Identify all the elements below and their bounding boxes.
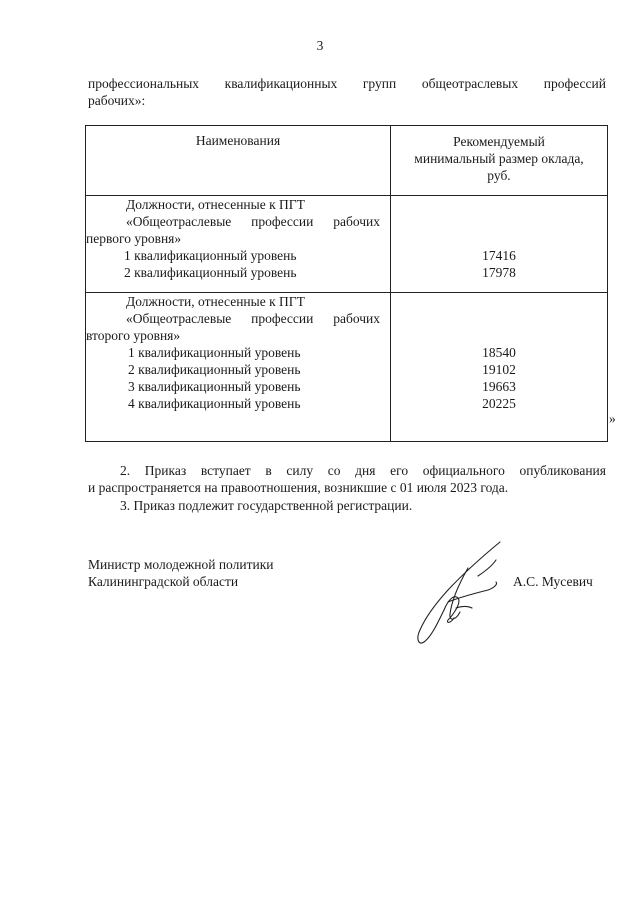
level-label: 3 квалификационный уровень	[128, 379, 301, 394]
header-name: Наименования	[195, 133, 281, 148]
position-line: Министр молодежной политики	[88, 557, 274, 572]
level-label: 4 квалификационный уровень	[128, 396, 301, 411]
table-row	[86, 196, 608, 293]
signer-name: А.С. Мусевич	[513, 574, 593, 589]
header-recommended-line: руб.	[487, 168, 511, 183]
paragraph-line: 2. Приказ вступает в силу со дня его официального опубликования	[120, 463, 606, 478]
level-label: 1 квалификационный уровень	[128, 345, 301, 360]
salary-value: 19663	[482, 379, 516, 394]
group-name-cell	[86, 196, 391, 293]
header-name-cell	[86, 126, 391, 196]
closing-quote: »	[609, 411, 616, 426]
signatory-position	[88, 556, 274, 590]
intro-text	[88, 75, 606, 109]
header-recommended-line: Рекомендуемый	[453, 134, 545, 149]
intro-line: рабочих»:	[88, 93, 146, 108]
group-title-line: Должности, отнесенные к ПГТ	[126, 197, 305, 212]
group-title-line: второго уровня»	[86, 328, 181, 343]
header-recommended-line: минимальный размер оклада,	[414, 151, 584, 166]
group-title-line: «Общеотраслевые профессии рабочих	[126, 311, 380, 326]
group-value-cell	[391, 293, 608, 442]
salary-table	[85, 125, 608, 442]
group-title-line: Должности, отнесенные к ПГТ	[126, 294, 305, 309]
paragraph-line: и распространяется на правоотношения, возникшие с 01 июля 2023 года.	[88, 480, 509, 495]
level-label: 2 квалификационный уровень	[124, 265, 297, 280]
table-header-row	[86, 126, 608, 196]
header-recommended-cell	[391, 126, 608, 196]
position-line: Калининградской области	[88, 574, 239, 589]
paragraph-2	[88, 462, 606, 496]
group-title-line: первого уровня»	[86, 231, 182, 246]
salary-value: 17416	[482, 248, 516, 263]
table-row	[86, 293, 608, 442]
level-label: 1 квалификационный уровень	[124, 248, 297, 263]
handwritten-signature	[408, 538, 508, 650]
salary-value: 20225	[482, 396, 516, 411]
salary-value: 19102	[482, 362, 516, 377]
level-label: 2 квалификационный уровень	[128, 362, 301, 377]
page-number: 3	[316, 38, 324, 53]
group-value-cell	[391, 196, 608, 293]
paragraph-3: 3. Приказ подлежит государственной регистрации.	[120, 498, 413, 513]
salary-value: 18540	[482, 345, 516, 360]
group-name-cell	[86, 293, 391, 442]
salary-value: 17978	[482, 265, 516, 280]
intro-line: профессиональных квалификационных групп общеотраслевых профессий	[88, 76, 606, 91]
group-title-line: «Общеотраслевые профессии рабочих	[126, 214, 380, 229]
